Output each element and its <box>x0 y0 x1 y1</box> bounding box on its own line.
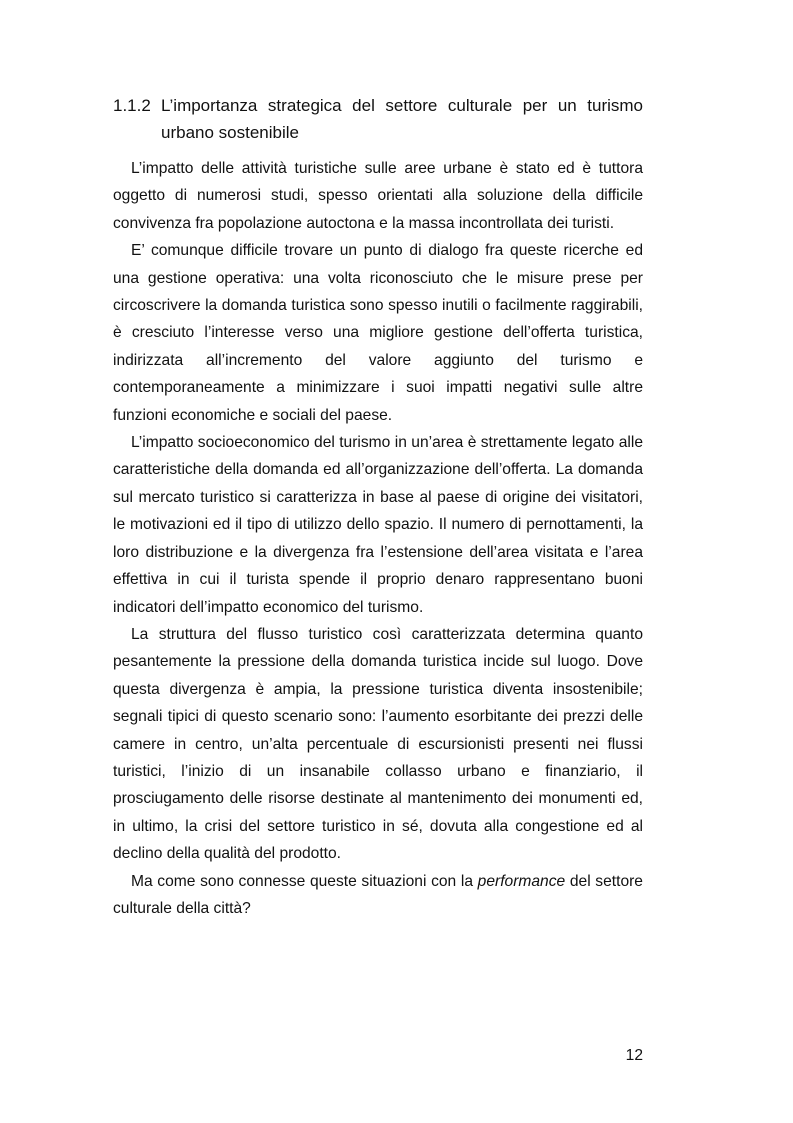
paragraph-3: L’impatto socioeconomico del turismo in un’area è strettamente legato alle caratteristiche della domanda ed all’organizzazione dell’offerta. La domanda sul mercato turistico si caratterizza in base al paese di origine dei visitatori, le motivazioni ed il tipo di utilizzo dello spazio. Il numero di pernottamenti, la loro distribuzione e la divergenza fra l’estensione dell’area visitata e l’area effettiva in cui il turista spende il proprio denaro rappresentano buoni indicatori dell’impatto economico del turismo. <box>113 434 643 616</box>
paragraph-2: E’ comunque difficile trovare un punto di dialogo fra queste ricerche ed una gestione operativa: una volta riconosciuto che le misure prese per circoscrivere la domanda turistica sono spesso inutili o facilmente raggirabili, è cresciuto l’interesse verso una migliore gestione dell’offerta turistica, indirizzata all’incremento del valore aggiunto del turismo e contemporaneamente a minimizzare i suoi impatti negativi sulle altre funzioni economiche e sociali del paese. <box>113 242 643 424</box>
page-number: 12 <box>625 1047 643 1064</box>
paragraph-5-before: Ma come sono connesse queste situazioni con la <box>131 872 478 890</box>
emphasis-performance: performance <box>477 872 566 890</box>
paragraph-5 <box>113 868 643 923</box>
paragraph-1: L’impatto delle attività turistiche sulle aree urbane è stato ed è tuttora oggetto di numerosi studi, spesso orientati alla soluzione della difficile convivenza fra popolazione autoctona e la massa incontrollata dei turisti. <box>113 160 643 232</box>
paragraph-5-after: del settore culturale della città? <box>113 872 643 917</box>
section-number: 1.1.2 <box>113 96 151 115</box>
section-title-line2: urbano sostenibile <box>161 123 299 142</box>
paragraph-4: La struttura del flusso turistico così caratterizzata determina quanto pesantemente la pressione della domanda turistica incide sul luogo. Dove questa divergenza è ampia, la pressione turistica diventa insostenibile; segnali tipici di questo scenario sono: l’aumento esorbitante dei prezzi delle camere in centro, un’alta percentuale di escursionisti presenti nei flussi turistici, l’inizio di un insanabile collasso urbano e finanziario, il prosciugamento delle risorse destinate al mantenimento dei monumenti ed, in ultimo, la crisi del settore turistico in sé, dovuta alla congestione ed al declino della qualità del prodotto. <box>113 625 643 863</box>
body-text <box>113 155 643 922</box>
section-heading <box>113 92 643 119</box>
section-title-line1: L’importanza strategica del settore culturale per un turismo <box>161 96 643 115</box>
